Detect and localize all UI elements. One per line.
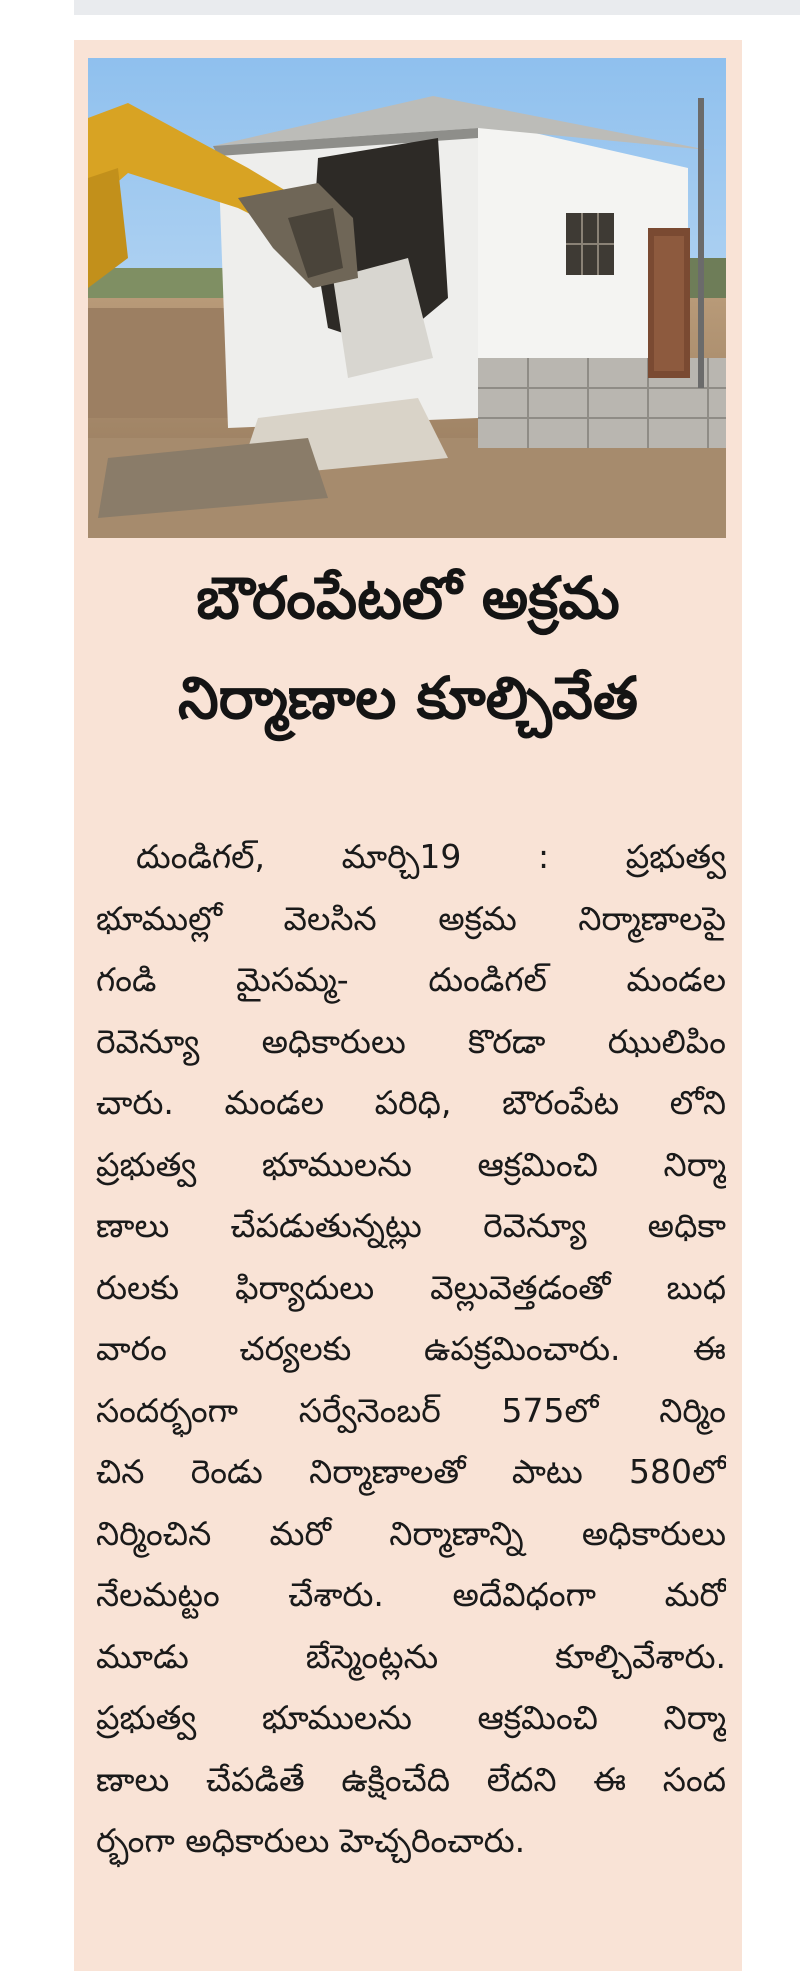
body-line: మూడు బేస్మెంట్లను కూల్చివేశారు. (96, 1636, 726, 1676)
body-line: దుండిగల్, మార్చి19 : ప్రభుత్వ (136, 837, 726, 876)
body-line: చిన రెండు నిర్మాణాలతో పాటు 580లో (96, 1452, 726, 1491)
body-line: చారు. మండల పరిధి, బౌరంపేట లోని (96, 1083, 726, 1122)
article-body (96, 826, 726, 1872)
body-line: ణాలు చేపడితే ఉక్షించేది లేదని ఈ సంద (96, 1759, 726, 1799)
headline (80, 548, 736, 748)
demolition-photo (88, 58, 726, 538)
body-line: రెవెన్యూ అధికారులు కొరడా ఝులిపిం (96, 1021, 726, 1061)
body-line: సందర్భంగా సర్వేనెంబర్ 575లో నిర్మిం (96, 1390, 726, 1430)
headline-line: బౌరంపేటలో అక్రమ (196, 564, 620, 632)
top-gray-strip (74, 0, 800, 15)
body-line: రులకు ఫిర్యాదులు వెల్లువెత్తడంతో బుధ (96, 1267, 726, 1307)
body-line: నేలమట్టం చేశారు. అదేవిధంగా మరో (96, 1575, 726, 1614)
body-line: గండి మైసమ్మ- దుండిగల్ మండల (96, 960, 726, 999)
body-line: ర్భంగా అధికారులు హెచ్చరించారు. (96, 1821, 526, 1860)
body-line: వారం చర్యలకు ఉపక్రమించారు. ఈ (96, 1329, 726, 1368)
body-line: ప్రభుత్వ భూములను ఆక్రమించి నిర్మా (96, 1144, 726, 1184)
headline-line: నిర్మాణాల కూల్చివేత (177, 664, 639, 732)
body-line: నిర్మించిన మరో నిర్మాణాన్ని అధికారులు (96, 1513, 726, 1553)
body-line: భూముల్లో వెలసిన అక్రమ నిర్మాణాలపై (96, 898, 726, 938)
body-line: ప్రభుత్వ భూములను ఆక్రమించి నిర్మా (96, 1698, 726, 1737)
body-line: ణాలు చేపడుతున్నట్లు రెవెన్యూ అధికా (96, 1206, 726, 1245)
